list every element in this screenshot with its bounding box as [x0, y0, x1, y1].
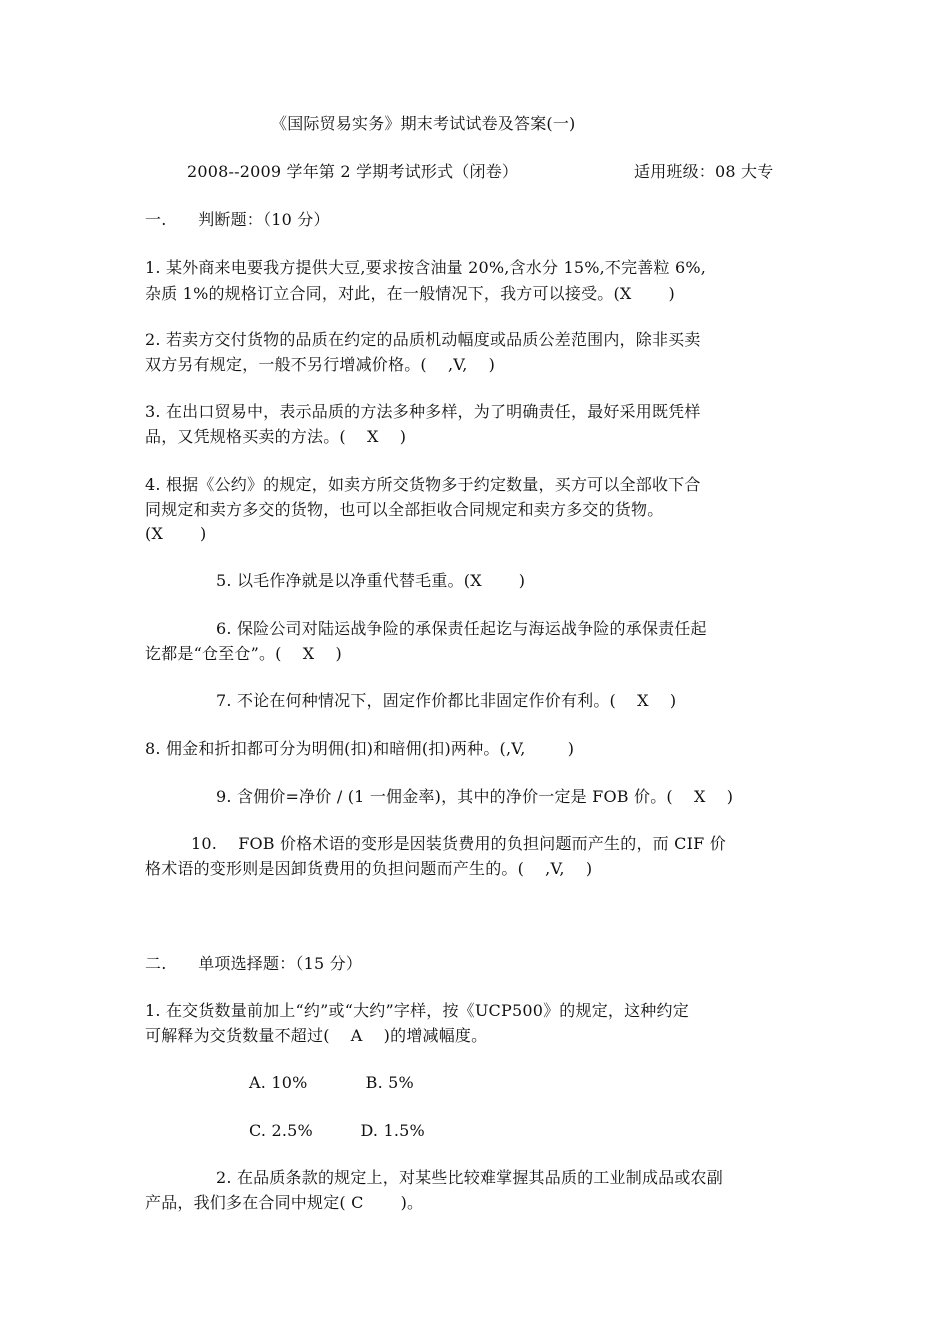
question-line: 1. 在交货数量前加上“约”或“大约”字样，按《UCP500》的规定，这种约定 [145, 1001, 689, 1020]
section-heading-single-choice: 二. 单项选择题：（15 分） [145, 954, 363, 973]
question-line: 格术语的变形则是因卸货费用的负担问题而产生的。( ,V, ) [145, 859, 593, 878]
question-line: 品，又凭规格买卖的方法。( X ) [145, 427, 407, 446]
section-heading-judgment: 一. 判断题：（10 分） [145, 210, 330, 229]
question-line: 2. 在品质条款的规定上，对某些比较难掌握其品质的工业制成品或农副 [216, 1168, 723, 1187]
question-line: 同规定和卖方多交的货物，也可以全部拒收合同规定和卖方多交的货物。 [145, 500, 664, 519]
question-line: 4. 根据《公约》的规定，如卖方所交货物多于约定数量，买方可以全部收下合 [145, 475, 701, 494]
option-row: A. 10% B. 5% [249, 1073, 414, 1092]
exam-info: 2008--2009 学年第 2 学期考试形式（闭卷） [187, 162, 519, 181]
question-line: 10. FOB 价格术语的变形是因装货费用的负担问题而产生的，而 CIF 价 [191, 834, 726, 853]
question-line: 3. 在出口贸易中，表示品质的方法多种多样，为了明确责任，最好采用既凭样 [145, 402, 701, 421]
option-row: C. 2.5% D. 1.5% [249, 1121, 425, 1140]
class-info: 适用班级：08 大专 [634, 162, 774, 181]
question-line: 8. 佣金和折扣都可分为明佣(扣)和暗佣(扣)两种。(,V, ) [145, 739, 575, 758]
question-line: 杂质 1%的规格订立合同，对此，在一般情况下，我方可以接受。(X ) [145, 284, 675, 303]
question-line: 可解释为交货数量不超过( A )的增减幅度。 [145, 1026, 488, 1045]
question-line: 产品，我们多在合同中规定( C )。 [145, 1193, 424, 1212]
question-line: 6. 保险公司对陆运战争险的承保责任起讫与海运战争险的承保责任起 [216, 619, 707, 638]
question-line: 9. 含佣价=净价 / (1 一佣金率)，其中的净价一定是 FOB 价。( X ) [216, 787, 734, 806]
question-line: 讫都是“仓至仓”。( X ) [145, 644, 342, 663]
question-line: 1. 某外商来电要我方提供大豆,要求按含油量 20%,含水分 15%,不完善粒 6%, [145, 258, 707, 277]
question-line: 双方另有规定，一般不另行增减价格。( ,V, ) [145, 355, 496, 374]
question-line: 2. 若卖方交付货物的品质在约定的品质机动幅度或品质公差范围内，除非买卖 [145, 330, 701, 349]
document-title: 《国际贸易实务》期末考试试卷及答案(一) [271, 114, 576, 133]
question-line: 5. 以毛作净就是以净重代替毛重。(X ) [216, 571, 526, 590]
question-line: (X ) [145, 524, 207, 543]
question-line: 7. 不论在何种情况下，固定作价都比非固定作价有利。( X ) [216, 691, 677, 710]
